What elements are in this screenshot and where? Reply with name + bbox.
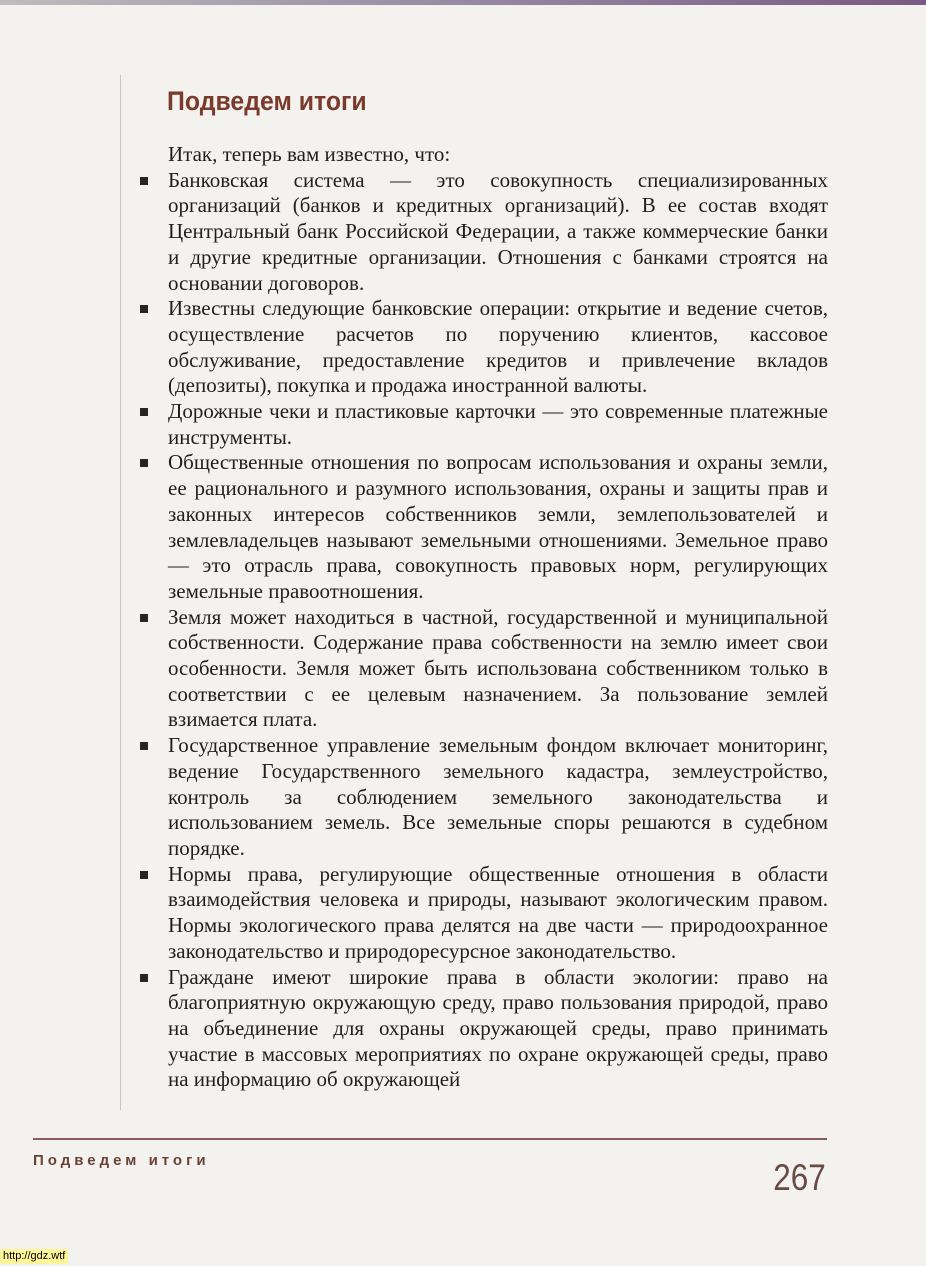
list-item (138, 296, 828, 399)
square-bullet-icon (140, 177, 148, 185)
list-item (138, 450, 828, 604)
intro-text: Итак, теперь вам известно, что: (168, 142, 451, 166)
list-item-text: Нормы права, регулирующие общественные отношения в области взаимодействия человека и природы, называют экологическим правом. Нормы экологического права делятся на две части — природоохранное законодательство и природоресурсное законодательство. (168, 861, 828, 963)
summary-list (138, 168, 828, 1093)
list-item-text: Граждане имеют широкие права в области экологии: право на благоприятную окружающую среду, право пользования природой, право на объединение для охраны окружающей среды, право принимать участие в массовых мероприятиях по охране окружающей среды, право на информацию об окружающей (168, 964, 828, 1092)
top-color-band (0, 0, 926, 5)
footer-rule (33, 1138, 827, 1140)
list-item (138, 862, 828, 965)
list-item (138, 733, 828, 862)
square-bullet-icon (140, 408, 148, 416)
square-bullet-icon (140, 871, 148, 879)
square-bullet-icon (140, 305, 148, 313)
page-content (138, 142, 828, 1093)
list-item (138, 605, 828, 734)
watermark-link[interactable]: http://gdz.wtf (0, 1249, 68, 1264)
list-item-text: Известны следующие банковские операции: открытие и ведение счетов, осуществление расчетов по поручению клиентов, кассовое обслуживание, предоставление кредитов и привлечение вкладов (депозиты), покупка и продажа иностранной валюты. (168, 296, 828, 398)
margin-rule (120, 75, 121, 1110)
list-item-text: Дорожные чеки и пластиковые карточки — это современные платежные инструменты. (168, 399, 828, 449)
page-number: 267 (773, 1157, 826, 1198)
square-bullet-icon (140, 614, 148, 622)
list-item-text: Общественные отношения по вопросам использования и охраны земли, ее рационального и разумного использования, охраны и защиты прав и законных интересов собственников земли, землепользователей и землевладельцев называют земельными отношениями. Земельное право — это отрасль права, совокупность правовых норм, регулирующих земельные правоотношения. (168, 450, 828, 603)
list-item (138, 399, 828, 450)
square-bullet-icon (140, 974, 148, 982)
list-item-text: Государственное управление земельным фондом включает мониторинг, ведение Государственного земельного кадастра, землеустройство, контроль за соблюдением земельного законодательства и использованием земель. Все земельные споры решаются в судебном порядке. (168, 733, 828, 860)
square-bullet-icon (140, 459, 148, 467)
list-item (138, 965, 828, 1094)
footer-section-label: Подведем итоги (33, 1152, 210, 1169)
list-item (138, 168, 828, 297)
list-item-text: Банковская система — это совокупность специализированных организаций (банков и кредитных организаций). В ее состав входят Центральный банк Российской Федерации, а также коммерческие банки и другие кредитные организации. Отношения с банками строятся на основании договоров. (168, 167, 828, 295)
list-item-text: Земля может находиться в частной, государственной и муниципальной собственности. Содержание права собственности на землю имеет свои особенности. Земля может быть использована собственником только в соответствии с ее целевым назначением. За пользование землей взимается плата. (168, 604, 828, 732)
square-bullet-icon (140, 742, 148, 750)
section-title: Подведем итоги (167, 86, 367, 116)
